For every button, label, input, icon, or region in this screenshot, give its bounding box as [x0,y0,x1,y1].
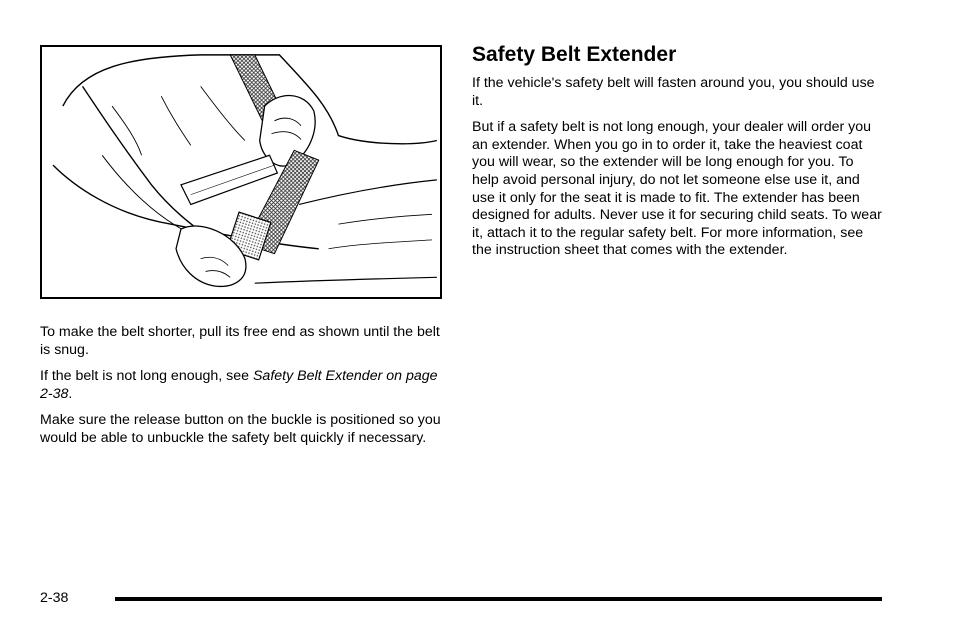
footer-rule [115,597,882,601]
belt-extender-reference [40,368,444,403]
reference-suffix: . [68,385,73,402]
reference-prefix: If the belt is not long enough, see [40,368,253,385]
right-column [472,43,882,269]
section-heading: Safety Belt Extender [472,43,677,66]
page-number: 2-38 [40,590,69,606]
reference-link[interactable]: Safety Belt Extender on page 2-38 [40,368,438,402]
shorten-belt-paragraph: To make the belt shorter, pull its free end as shown until the belt is snug. [40,324,440,358]
extender-intro-paragraph: If the vehicle's safety belt will fasten around you, you should use it. [472,75,875,109]
left-column [40,324,444,457]
release-button-paragraph: Make sure the release button on the buckle is positioned so you would be able to unbuckle the safety belt quickly if necessary. [40,412,441,446]
safety-belt-illustration [40,45,442,299]
extender-detail-paragraph: But if a safety belt is not long enough, your dealer will order you an extender. When you go in to order it, take the heaviest coat you will wear, so the extender will be long enough for you. To help avoid personal injury, do not let someone else use it, and use it only for the seat it is made to fit. The extender has been designed for adults. Never use it for securing child seats. To wear it, attach it to the regular safety belt. For more information, see the instruction sheet that comes with the extender. [472,119,882,259]
belt-adjustment-drawing [42,47,440,297]
